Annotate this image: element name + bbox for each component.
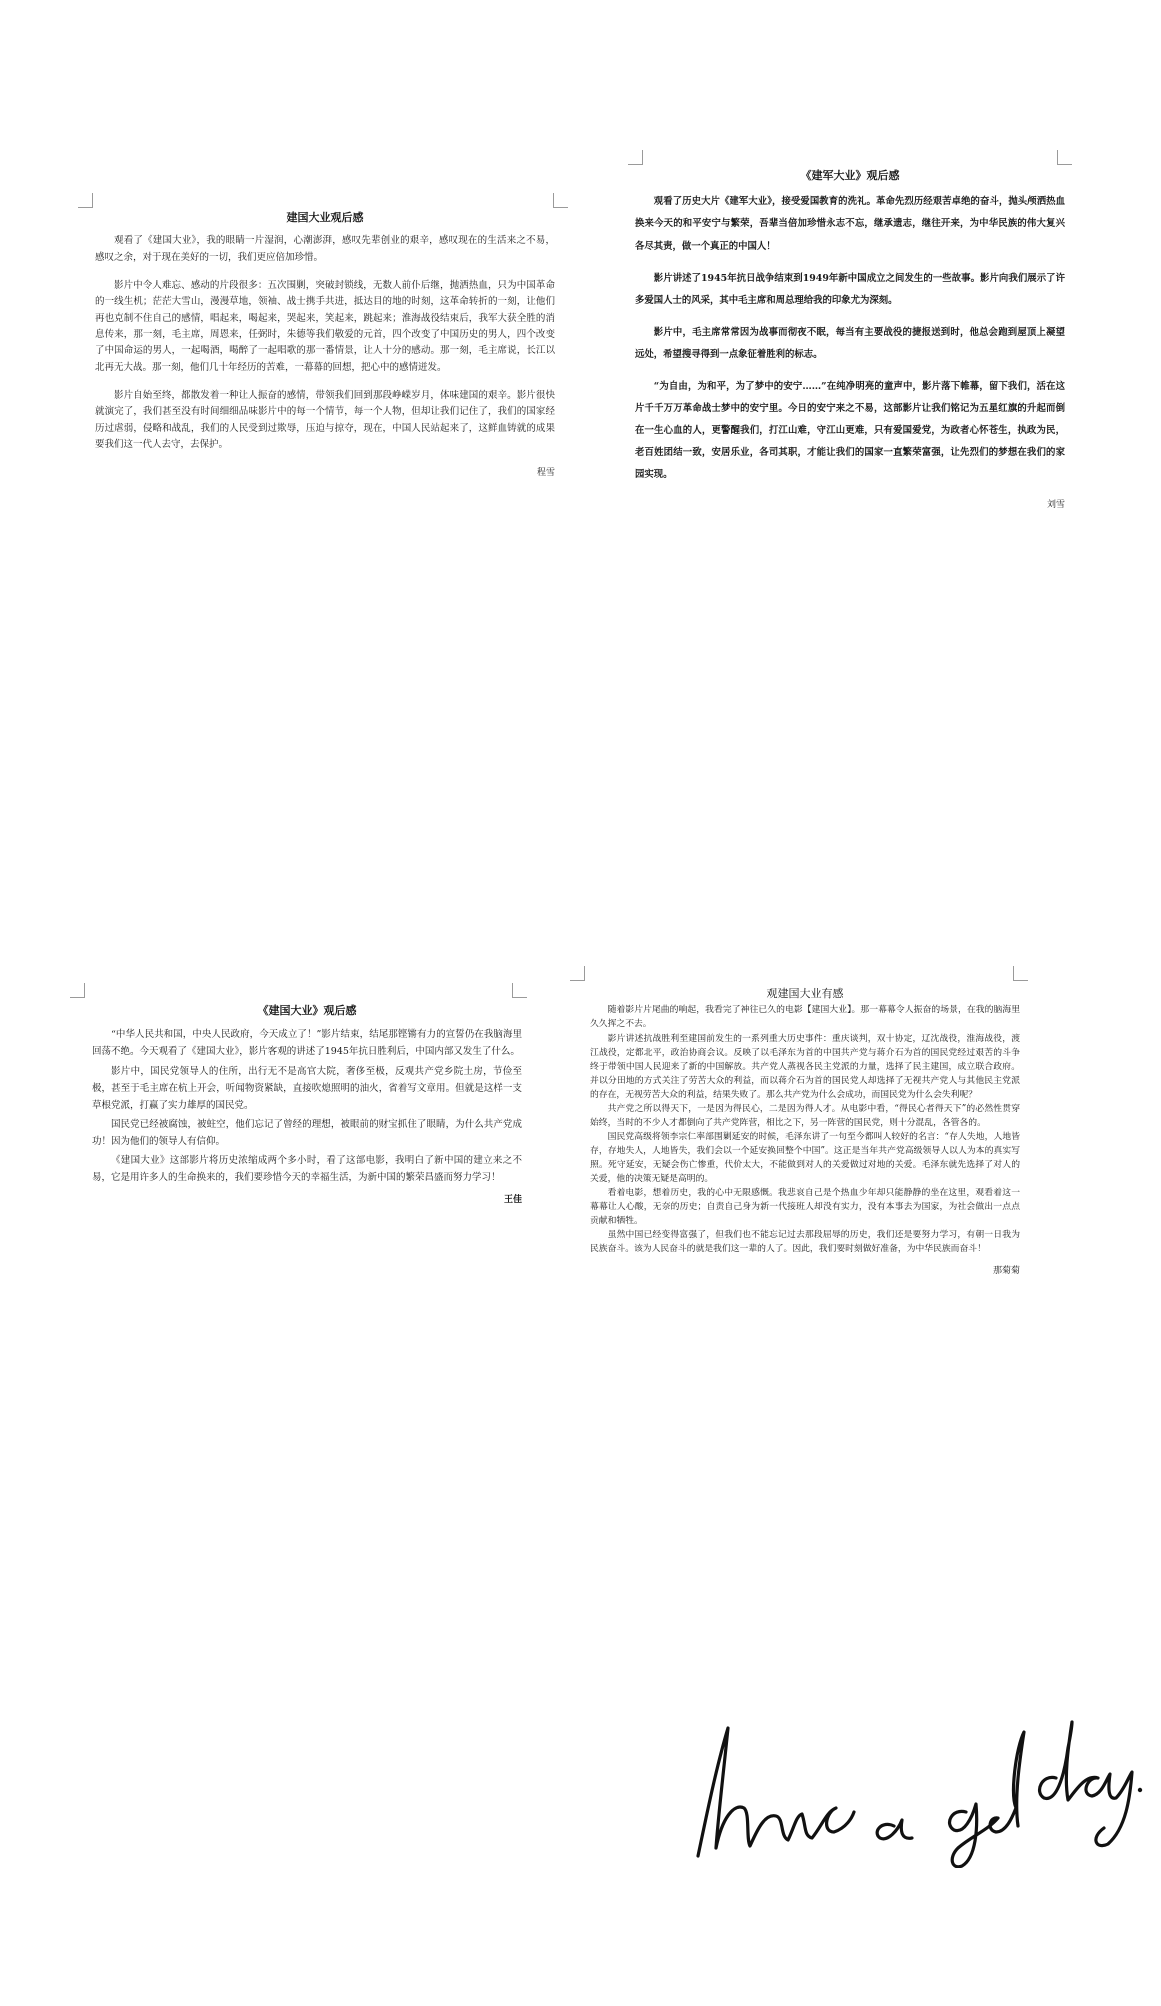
- essay-title: 《建军大业》观后感: [800, 169, 900, 182]
- essay-title: 建国大业观后感: [286, 211, 364, 224]
- essay-author: 王佳: [503, 1195, 522, 1206]
- essay-paragraph: 影片讲述抗战胜利至建国前发生的一系列重大历史事件：重庆谈判，双十协定，辽沈战役，淮海战役，渡江战役，定都北平，政治协商会议。反映了以毛泽东为首的中国共产党与蒋介石为首的国民党经过艰苦的斗争终于带领中国人民迎来了新的中国解放。共产党人蒸视各民主党派的力量，选择了民主建国，成立联合政府。并以分田地的方式关注了劳苦大众的利益，而以蒋介石为首的国民党人却选择了无视共产党人与其他民主党派的存在，无视劳苦大众的利益，结果失败了。那么共产党为什么会成功，而国民党为什么会失利呢？: [590, 1033, 1020, 1100]
- essay-paragraph: 虽然中国已经变得富强了，但我们也不能忘记过去那段屈辱的历史，我们还是要努力学习，有朝一日我为民族奋斗。该为人民奋斗的就是我们这一辈的人了。因此，我们要时刻做好准备，为中华民族而奋斗！: [590, 1230, 1020, 1255]
- essay-paragraph: 影片中，国民党领导人的住所，出行无不是高官大院，奢侈至极，反观共产党乡院土房，节俭至极，甚至于毛主席在杭上开会，听闻物资紧缺，直接吹熄照明的油火，省着写文章用。但就是这样一支草根党派，打赢了实力雄厚的国民党。: [92, 1065, 522, 1111]
- essay-paragraph: 观看了历史大片《建军大业》，接受爱国教育的洗礼。革命先烈历经艰苦卓绝的奋斗，抛头颅洒热血换来今天的和平安宁与繁荣，吾辈当倍加珍惜永志不忘，继承遗志，继往开来，为中华民族的伟大复兴各尽其责，做一个真正的中国人！: [635, 196, 1065, 252]
- essay-paragraph: 国民党高级将领李宗仁率部围剿延安的时候，毛泽东讲了一句至今都叫人较好的名言：“存人失地，人地皆存，存地失人，人地皆失，我们会以一个延安换回整个中国”。这正是当年共产党高级领导人以人为本的真实写照。死守延安，无疑会伤亡惨重，代价太大，不能做到对人的关爱做过对地的关爱。毛泽东就先选择了对人的关爱，他的决策无疑是高明的。: [590, 1131, 1020, 1185]
- essay-author: 那菊菊: [992, 1265, 1020, 1276]
- essay-page-2: [635, 168, 1065, 510]
- crop-mark: [570, 966, 585, 981]
- essay-paragraph: 国民党已经被腐蚀，被蛀空，他们忘记了曾经的理想，被眼前的财宝抓住了眼睛，为什么共产党成功！因为他们的领导人有信仰。: [92, 1118, 522, 1147]
- essay-paragraph: “为自由，为和平，为了梦中的安宁……”在纯净明亮的童声中，影片落下帷幕，留下我们，活在这片千千万万革命战士梦中的安宁里。今日的安宁来之不易，这部影片让我们铭记为五星红旗的升起而倒在一生心血的人，更警醒我们，打江山难，守江山更难，只有爱国爱党，为政者心怀苍生，执政为民，老百姓团结一致，安居乐业，各司其职，才能让我们的国家一直繁荣富强，让先烈们的梦想在我们的家园实现。: [635, 381, 1065, 481]
- essay-page-4: [590, 986, 1020, 1276]
- essay-title: 《建国大业》观后感: [257, 1004, 357, 1017]
- essay-paragraph: 观看了《建国大业》，我的眼睛一片湿润，心潮澎湃，感叹先辈创业的艰辛，感叹现在的生活来之不易，感叹之余，对于现在美好的一切，我们更应倍加珍惜。: [95, 235, 555, 263]
- essay-title: 观建国大业有感: [766, 987, 844, 1000]
- crop-mark: [628, 150, 643, 165]
- crop-mark: [78, 193, 93, 208]
- essay-paragraph: “中华人民共和国，中央人民政府，今天成立了！”影片结束，结尾那铿锵有力的宣誓仍在我脑海里回荡不绝。今天观看了《建国大业》，影片客观的讲述了1945年抗日胜利后，中国内部又发生了什么。: [92, 1029, 522, 1058]
- crop-mark: [1013, 966, 1028, 981]
- essay-author: 程雪: [536, 468, 555, 479]
- crop-mark: [553, 193, 568, 208]
- essay-paragraph: 影片中，毛主席常常因为战事而彻夜不眠，每当有主要战役的捷报送到时，他总会跑到屋顶上凝望远处，希望搜寻得到一点象征着胜利的标志。: [635, 326, 1065, 360]
- handwritten-signature: [676, 1708, 1146, 1868]
- essay-paragraph: 《建国大业》这部影片将历史浓缩成两个多小时，看了这部电影，我明白了新中国的建立来之不易，它是用许多人的生命换来的，我们要珍惜今天的幸福生活，为新中国的繁荣昌盛而努力学习！: [92, 1155, 522, 1184]
- essay-paragraph: 影片自始至终，都散发着一种让人振奋的感情，带领我们回到那段峥嵘岁月，体味建国的艰辛。影片很快就演完了，我们甚至没有时间细细品味影片中的每一个情节，每一个人物，但却让我们记住了，我们的国家经历过虐弱，侵略和战乱，我们的人民受到过欺辱，压迫与掠夺，现在，中国人民站起来了，这鲜血铸就的成果要我们这一代人去守，去保护。: [95, 390, 555, 450]
- essay-author: 刘雪: [1046, 499, 1065, 510]
- essay-page-3: [92, 1003, 522, 1205]
- essay-paragraph: 看着电影，想着历史，我的心中无限感慨。我悲哀自己是个热血少年却只能静静的坐在这里，观看着这一幕幕让人心酸，无奈的历史；自责自己身为新一代接班人却没有实力，没有本事去为国家，为社会做出一点点贡献和牺牲。: [590, 1188, 1020, 1227]
- crop-mark: [512, 983, 527, 998]
- essay-page-1: [95, 210, 555, 478]
- essay-paragraph: 影片讲述了1945年抗日战争结束到1949年新中国成立之间发生的一些故事。影片向我们展示了许多爱国人士的风采，其中毛主席和周总理给我的印象尤为深刻。: [635, 272, 1065, 306]
- crop-mark: [1057, 150, 1072, 165]
- essay-paragraph: 随着影片片尾曲的响起，我看完了神往已久的电影【建国大业】。那一幕幕令人振奋的场景，在我的脑海里久久挥之不去。: [590, 1005, 1020, 1030]
- essay-paragraph: 影片中令人难忘、感动的片段很多：五次围剿，突破封锁线，无数人前仆后继，抛洒热血，只为中国革命的一线生机；茫茫大雪山，漫漫草地，领袖、战士携手共进，抵达目的地的时刻，这革命转折的一刻，让他们再也克制不住自己的感情，唱起来，喝起来，哭起来，笑起来，跳起来；淮海战役结束后，我军大获全胜的消息传来，那一刻，毛主席，周恩来，任弼时，朱德等我们敬爱的元首，四个改变了中国历史的男人，四个改变了中国命运的男人，一起喝酒，喝醉了一起唱歌的那一番情景，让人十分的感动。那一刻，毛主席说，长江以北再无大战。那一刻，他们几十年经历的苦难，一幕幕的回想，把心中的感情迸发。: [95, 280, 555, 373]
- essay-paragraph: 共产党之所以得天下，一是因为得民心，二是因为得人才。从电影中看，“得民心者得天下”的必然性贯穿始终，当时的不少人才都倒向了共产党阵营，相比之下，另一阵营的国民党，则十分混乱，各管各的。: [590, 1103, 1020, 1128]
- crop-mark: [70, 983, 85, 998]
